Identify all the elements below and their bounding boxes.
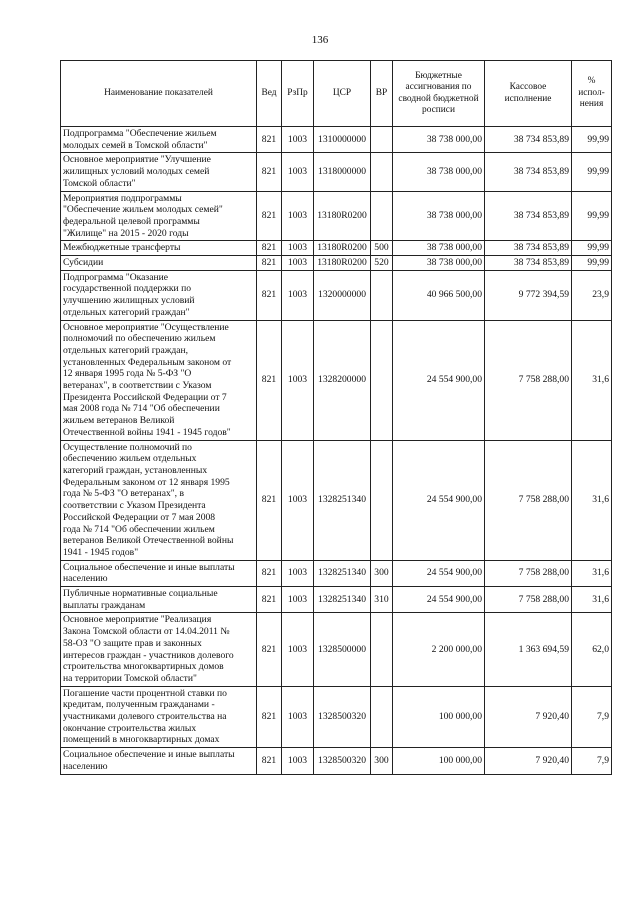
row-budget: 100 000,00 bbox=[393, 686, 485, 748]
row-pct: 99,99 bbox=[572, 256, 612, 271]
row-budget: 38 738 000,00 bbox=[393, 241, 485, 256]
table-row bbox=[61, 241, 612, 256]
row-ved: 821 bbox=[257, 153, 282, 191]
row-ved: 821 bbox=[257, 127, 282, 153]
row-pct: 31,6 bbox=[572, 587, 612, 613]
row-vr bbox=[371, 440, 393, 560]
row-rzpr: 1003 bbox=[282, 748, 314, 774]
row-name: Мероприятия подпрограммы "Обеспечение жильем молодых семей" федеральной целевой программы "Жилище" на 2015 - 2020 годы bbox=[61, 191, 257, 241]
row-ved: 821 bbox=[257, 440, 282, 560]
table-row bbox=[61, 153, 612, 191]
header-ved: Вед bbox=[257, 61, 282, 127]
row-vr bbox=[371, 191, 393, 241]
row-vr: 500 bbox=[371, 241, 393, 256]
row-csr: 1328251340 bbox=[314, 440, 371, 560]
row-vr: 300 bbox=[371, 560, 393, 586]
row-ved: 821 bbox=[257, 256, 282, 271]
row-csr: 1328500320 bbox=[314, 686, 371, 748]
row-budget: 100 000,00 bbox=[393, 748, 485, 774]
row-pct: 99,99 bbox=[572, 153, 612, 191]
row-kassa: 7 758 288,00 bbox=[485, 560, 572, 586]
table-row bbox=[61, 440, 612, 560]
table-row bbox=[61, 191, 612, 241]
header-vr: ВР bbox=[371, 61, 393, 127]
budget-table bbox=[60, 60, 612, 775]
row-rzpr: 1003 bbox=[282, 153, 314, 191]
row-rzpr: 1003 bbox=[282, 587, 314, 613]
row-name: Основное мероприятие "Улучшение жилищных условий молодых семей Томской области" bbox=[61, 153, 257, 191]
row-vr: 520 bbox=[371, 256, 393, 271]
row-csr: 13180R0200 bbox=[314, 191, 371, 241]
page-number: 136 bbox=[311, 34, 329, 46]
row-pct: 99,99 bbox=[572, 191, 612, 241]
row-csr: 1320000000 bbox=[314, 270, 371, 320]
row-rzpr: 1003 bbox=[282, 440, 314, 560]
row-ved: 821 bbox=[257, 748, 282, 774]
table-row bbox=[61, 560, 612, 586]
table-row bbox=[61, 748, 612, 774]
row-rzpr: 1003 bbox=[282, 241, 314, 256]
row-csr: 1328500320 bbox=[314, 748, 371, 774]
row-ved: 821 bbox=[257, 613, 282, 686]
row-budget: 2 200 000,00 bbox=[393, 613, 485, 686]
row-vr bbox=[371, 127, 393, 153]
row-csr: 1310000000 bbox=[314, 127, 371, 153]
row-ved: 821 bbox=[257, 270, 282, 320]
row-budget: 40 966 500,00 bbox=[393, 270, 485, 320]
table-row bbox=[61, 587, 612, 613]
row-ved: 821 bbox=[257, 587, 282, 613]
row-vr bbox=[371, 686, 393, 748]
row-csr: 13180R0200 bbox=[314, 256, 371, 271]
row-kassa: 38 734 853,89 bbox=[485, 153, 572, 191]
table-row bbox=[61, 270, 612, 320]
row-kassa: 7 758 288,00 bbox=[485, 320, 572, 440]
row-name: Межбюджетные трансферты bbox=[61, 241, 257, 256]
row-budget: 24 554 900,00 bbox=[393, 560, 485, 586]
row-pct: 31,6 bbox=[572, 320, 612, 440]
row-name: Погашение части процентной ставки по кредитам, полученным гражданами - участниками долевого строительства на окончание строительства жилых помещений в многоквартирных домах bbox=[61, 686, 257, 748]
row-csr: 13180R0200 bbox=[314, 241, 371, 256]
row-kassa: 7 920,40 bbox=[485, 748, 572, 774]
row-rzpr: 1003 bbox=[282, 613, 314, 686]
table-row bbox=[61, 613, 612, 686]
row-pct: 99,99 bbox=[572, 241, 612, 256]
row-vr bbox=[371, 320, 393, 440]
row-pct: 23,9 bbox=[572, 270, 612, 320]
row-ved: 821 bbox=[257, 560, 282, 586]
row-csr: 1328251340 bbox=[314, 587, 371, 613]
row-rzpr: 1003 bbox=[282, 320, 314, 440]
row-budget: 24 554 900,00 bbox=[393, 320, 485, 440]
row-kassa: 7 758 288,00 bbox=[485, 587, 572, 613]
table-header-row bbox=[61, 61, 612, 127]
row-rzpr: 1003 bbox=[282, 191, 314, 241]
row-csr: 1318000000 bbox=[314, 153, 371, 191]
row-rzpr: 1003 bbox=[282, 127, 314, 153]
row-csr: 1328251340 bbox=[314, 560, 371, 586]
row-ved: 821 bbox=[257, 191, 282, 241]
header-rzpr: РзПр bbox=[282, 61, 314, 127]
row-ved: 821 bbox=[257, 241, 282, 256]
table-row bbox=[61, 127, 612, 153]
table-row bbox=[61, 686, 612, 748]
row-pct: 62,0 bbox=[572, 613, 612, 686]
row-kassa: 38 734 853,89 bbox=[485, 191, 572, 241]
table-row bbox=[61, 256, 612, 271]
row-pct: 31,6 bbox=[572, 440, 612, 560]
row-pct: 7,9 bbox=[572, 686, 612, 748]
row-name: Публичные нормативные социальные выплаты гражданам bbox=[61, 587, 257, 613]
row-name: Социальное обеспечение и иные выплаты населению bbox=[61, 748, 257, 774]
header-kassa: Кассовое исполнение bbox=[485, 61, 572, 127]
row-rzpr: 1003 bbox=[282, 270, 314, 320]
table-row bbox=[61, 320, 612, 440]
row-budget: 24 554 900,00 bbox=[393, 440, 485, 560]
row-vr: 300 bbox=[371, 748, 393, 774]
row-name: Основное мероприятие "Осуществление полномочий по обеспечению жильем отдельных категорий граждан, установленных Федеральным законом от 12 января 1995 года № 5-ФЗ "О ветеранах", в соответствии с Указом Президента Российской Федерации от 7 мая 2008 года № 714 "Об обеспечении жильем ветеранов Великой Отечественной войны 1941 - 1945 годов" bbox=[61, 320, 257, 440]
row-budget: 38 738 000,00 bbox=[393, 256, 485, 271]
row-vr bbox=[371, 153, 393, 191]
row-name: Подпрограмма "Обеспечение жильем молодых семей в Томской области" bbox=[61, 127, 257, 153]
row-budget: 24 554 900,00 bbox=[393, 587, 485, 613]
row-rzpr: 1003 bbox=[282, 686, 314, 748]
row-rzpr: 1003 bbox=[282, 560, 314, 586]
row-ved: 821 bbox=[257, 320, 282, 440]
row-budget: 38 738 000,00 bbox=[393, 127, 485, 153]
row-name: Подпрограмма "Оказание государственной поддержки по улучшению жилищных условий отдельных категорий граждан" bbox=[61, 270, 257, 320]
row-kassa: 38 734 853,89 bbox=[485, 256, 572, 271]
row-budget: 38 738 000,00 bbox=[393, 191, 485, 241]
row-vr: 310 bbox=[371, 587, 393, 613]
row-ved: 821 bbox=[257, 686, 282, 748]
row-pct: 31,6 bbox=[572, 560, 612, 586]
table-body bbox=[61, 127, 612, 775]
row-pct: 99,99 bbox=[572, 127, 612, 153]
header-csr: ЦСР bbox=[314, 61, 371, 127]
row-kassa: 7 920,40 bbox=[485, 686, 572, 748]
header-budget: Бюджетные ассигнования по сводной бюджетной росписи bbox=[393, 61, 485, 127]
row-csr: 1328200000 bbox=[314, 320, 371, 440]
row-vr bbox=[371, 613, 393, 686]
row-kassa: 1 363 694,59 bbox=[485, 613, 572, 686]
header-pct: % испол-нения bbox=[572, 61, 612, 127]
row-name: Социальное обеспечение и иные выплаты населению bbox=[61, 560, 257, 586]
row-kassa: 38 734 853,89 bbox=[485, 127, 572, 153]
row-name: Субсидии bbox=[61, 256, 257, 271]
header-name: Наименование показателей bbox=[61, 61, 257, 127]
row-kassa: 7 758 288,00 bbox=[485, 440, 572, 560]
row-kassa: 9 772 394,59 bbox=[485, 270, 572, 320]
row-vr bbox=[371, 270, 393, 320]
row-rzpr: 1003 bbox=[282, 256, 314, 271]
row-budget: 38 738 000,00 bbox=[393, 153, 485, 191]
row-csr: 1328500000 bbox=[314, 613, 371, 686]
row-name: Осуществление полномочий по обеспечению жильем отдельных категорий граждан, установленных Федеральным законом от 12 января 1995 года № 5-ФЗ "О ветеранах", в соответствии с Указом Президента Российской Федерации от 7 мая 2008 года № 714 "Об обеспечении жильем ветеранов Великой Отечественной войны 1941 - 1945 годов" bbox=[61, 440, 257, 560]
row-kassa: 38 734 853,89 bbox=[485, 241, 572, 256]
row-pct: 7,9 bbox=[572, 748, 612, 774]
row-name: Основное мероприятие "Реализация Закона Томской области от 14.04.2011 № 58-ОЗ "О защите прав и законных интересов граждан - участников долевого строительства многоквартирных домов на территории Томской области" bbox=[61, 613, 257, 686]
